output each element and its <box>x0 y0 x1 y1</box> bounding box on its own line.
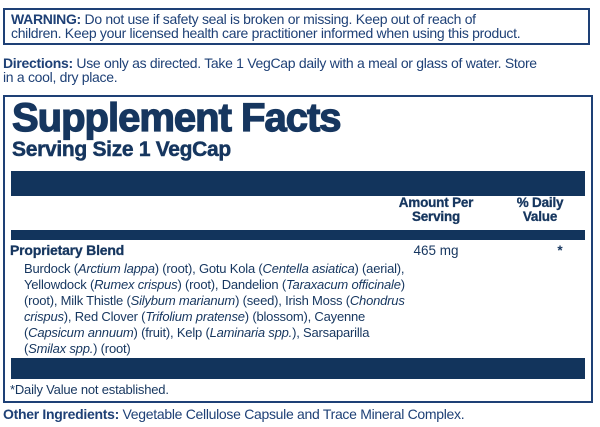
supplement-facts-inner <box>5 97 591 401</box>
blend-ingredient-list: Burdock (Arctium lappa) (root), Gotu Kola (Centella asiatica) (aerial), Yellowdock (Rumex crispus) (root), Dandelion (Taraxacum officinale) (root), Milk Thistle (Silybum marianum) (seed), Irish Moss (Chondrus crispus), Red Clover (Trifolium pratense) (blossom), Cayenne (Capsicum annuum) (fruit), Kelp (Laminaria spp.), Sarsaparilla (Smilax spp.) (root) <box>24 261 405 356</box>
directions-text: Directions: Use only as directed. Take 1 VegCap daily with a meal or glass of water. Store in a cool, dry place. <box>3 55 537 85</box>
amount-per-label: Amount Per <box>398 195 474 210</box>
divider-bar-thick <box>11 171 585 196</box>
value-label: Value <box>522 209 558 224</box>
column-header-daily-value <box>490 196 590 224</box>
divider-bar-bottom <box>11 358 585 379</box>
supplement-facts-panel <box>3 95 593 403</box>
proprietary-blend-daily-value: * <box>557 243 563 258</box>
serving-label: Serving <box>411 209 461 224</box>
proprietary-blend-name: Proprietary Blend <box>10 242 125 258</box>
warning-box: WARNING: Do not use if safety seal is broken or missing. Keep out of reach of children. Keep your licensed health care practitioner informed when using this product. <box>3 8 590 45</box>
other-ingredients-text: Other Ingredients: Vegetable Cellulose Capsule and Trace Mineral Complex. <box>3 406 465 422</box>
percent-daily-label: % Daily <box>516 195 564 210</box>
serving-size-text: Serving Size 1 VegCap <box>12 138 231 161</box>
proprietary-blend-amount: 465 mg <box>413 243 459 258</box>
panel-title: Supplement Facts <box>12 96 341 140</box>
divider-bar-thin <box>11 230 585 240</box>
daily-value-footnote: *Daily Value not established. <box>10 382 169 397</box>
column-header-amount-per-serving <box>371 196 501 224</box>
